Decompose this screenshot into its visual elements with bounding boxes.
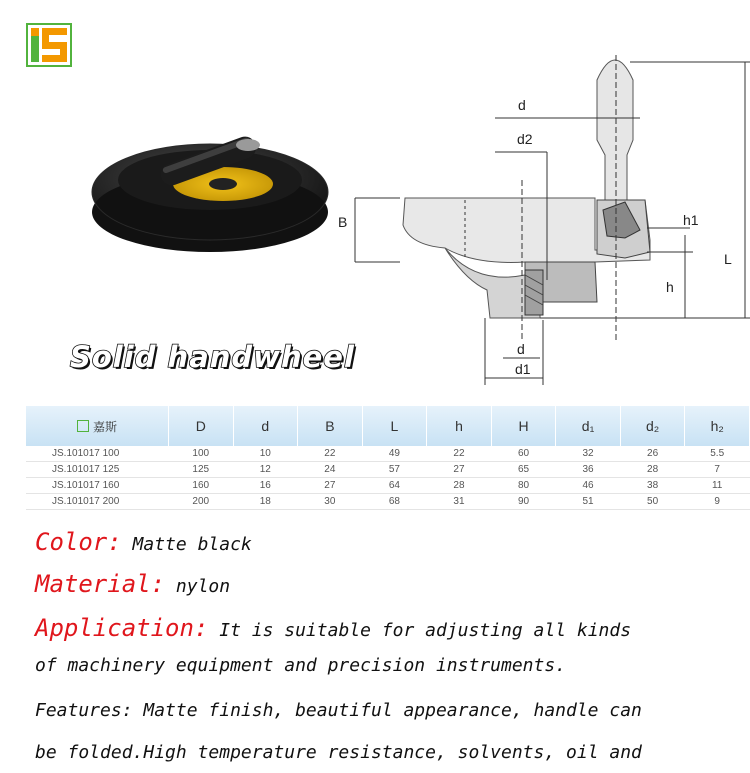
col-header: d (233, 406, 298, 446)
col-header: B (298, 406, 363, 446)
dim-h1-label: h1 (683, 212, 699, 228)
technical-drawing (325, 40, 750, 390)
table-cell: 200 (169, 494, 234, 510)
col-header: h (427, 406, 492, 446)
table-cell: 49 (362, 446, 427, 462)
col-header: H (491, 406, 556, 446)
table-cell: 90 (491, 494, 556, 510)
table-cell: 100 (169, 446, 234, 462)
cell-model: JS.101017 200 (26, 494, 169, 510)
table-cell: 11 (685, 478, 750, 494)
table-cell: 64 (362, 478, 427, 494)
table-row (26, 446, 750, 462)
handwheel-photo (88, 120, 338, 280)
table-cell: 125 (169, 462, 234, 478)
features-line-2: be folded.High temperature resistance, solvents, oil and (35, 742, 642, 763)
material-value: nylon (175, 576, 231, 597)
col-header: d₂ (620, 406, 685, 446)
col-header: d₁ (556, 406, 621, 446)
material-label: Material: (35, 570, 166, 598)
application-line-2: of machinery equipment and precision instruments. (35, 655, 567, 676)
table-row (26, 462, 750, 478)
table-cell: 10 (233, 446, 298, 462)
table-cell: 28 (427, 478, 492, 494)
material-line (35, 570, 230, 598)
application-value: It is suitable for adjusting all kinds (219, 620, 632, 641)
table-cell: 27 (427, 462, 492, 478)
features-line-1: Features: Matte finish, beautiful appearance, handle can (35, 700, 642, 721)
color-line (35, 528, 252, 556)
table-row (26, 494, 750, 510)
brand-mini-icon (77, 420, 89, 432)
table-cell: 12 (233, 462, 298, 478)
application-line (35, 614, 631, 642)
table-cell: 68 (362, 494, 427, 510)
color-label: Color: (35, 528, 122, 556)
cell-model: JS.101017 100 (26, 446, 169, 462)
table-cell: 160 (169, 478, 234, 494)
dim-d-label: d (518, 97, 526, 113)
table-row (26, 478, 750, 494)
col-header: h₂ (685, 406, 750, 446)
table-cell: 31 (427, 494, 492, 510)
table-cell: 26 (620, 446, 685, 462)
application-label: Application: (35, 614, 209, 642)
table-cell: 57 (362, 462, 427, 478)
table-cell: 16 (233, 478, 298, 494)
table-cell: 36 (556, 462, 621, 478)
brand-header (26, 406, 169, 446)
table-cell: 38 (620, 478, 685, 494)
table-cell: 46 (556, 478, 621, 494)
table-cell: 51 (556, 494, 621, 510)
brand-logo (26, 23, 72, 67)
table-cell: 65 (491, 462, 556, 478)
table-cell: 28 (620, 462, 685, 478)
table-cell: 32 (556, 446, 621, 462)
table-cell: 27 (298, 478, 363, 494)
table-header-row (26, 406, 750, 446)
color-value: Matte black (132, 534, 252, 555)
cell-model: JS.101017 125 (26, 462, 169, 478)
dim-d1-label: d1 (515, 361, 531, 377)
table-cell: 30 (298, 494, 363, 510)
table-cell: 18 (233, 494, 298, 510)
dim-d2-label: d2 (517, 131, 533, 147)
product-title: Solid handwheel (70, 340, 355, 374)
dim-B-label: B (338, 214, 348, 230)
dim-L-label: L (724, 251, 732, 267)
cell-model: JS.101017 160 (26, 478, 169, 494)
table-cell: 60 (491, 446, 556, 462)
table-cell: 22 (427, 446, 492, 462)
table-cell: 22 (298, 446, 363, 462)
table-cell: 7 (685, 462, 750, 478)
brand-name: 嘉斯 (92, 419, 117, 434)
dim-d-bottom-label: d (517, 341, 525, 357)
table-cell: 24 (298, 462, 363, 478)
table-cell: 9 (685, 494, 750, 510)
dim-h-label: h (666, 279, 674, 295)
spec-table (26, 406, 750, 510)
table-cell: 5.5 (685, 446, 750, 462)
table-cell: 50 (620, 494, 685, 510)
col-header: L (362, 406, 427, 446)
table-cell: 80 (491, 478, 556, 494)
col-header: D (169, 406, 234, 446)
